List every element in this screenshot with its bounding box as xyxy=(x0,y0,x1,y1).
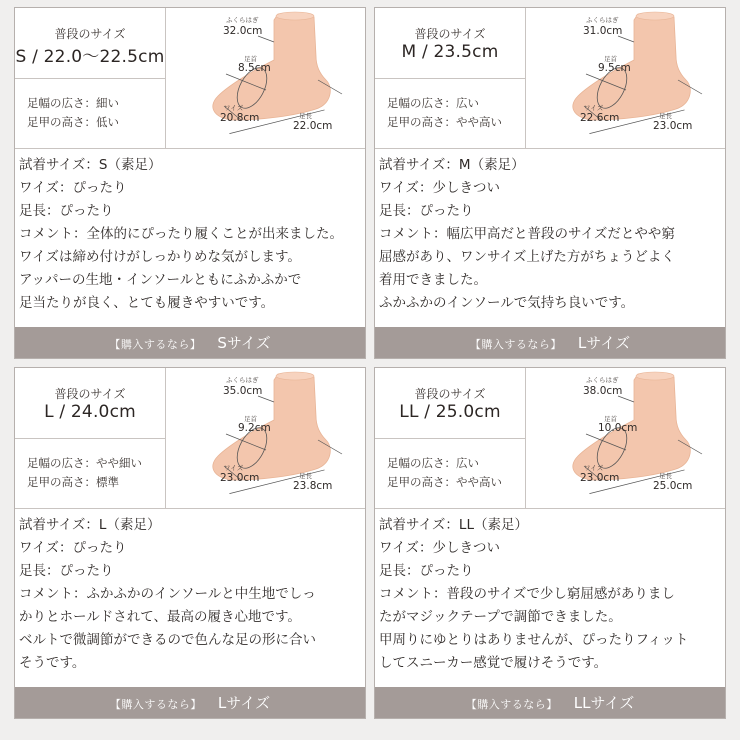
foot-attributes xyxy=(387,94,502,132)
usual-size-box xyxy=(375,8,525,79)
review-line: コメント：幅広甲高だと普段のサイズだとやや窮 xyxy=(379,226,675,242)
review-line: 屈感があり、ワンサイズ上げた方がちょうどよく xyxy=(379,249,675,265)
recommended-size: Sサイズ xyxy=(217,334,271,352)
length-label: 足長 xyxy=(299,112,312,120)
review-line: ワイズ：少しきつい xyxy=(379,180,500,196)
review-line: 甲周りにゆとりはありませんが、ぴったりフィット xyxy=(379,632,689,648)
review-text xyxy=(15,509,365,687)
review-line: コメント：全体的にぴったり履くことが出来ました。 xyxy=(19,226,343,242)
length-label: 足長 xyxy=(659,112,672,120)
ankle-label: 足首 xyxy=(244,55,257,63)
wise-measure: 20.8cm xyxy=(220,112,260,124)
review-line: 着用できました。 xyxy=(379,272,487,288)
usual-size-label: 普段のサイズ xyxy=(414,387,486,401)
foot-illustration-icon xyxy=(526,368,725,508)
calf-label: ふくらはぎ xyxy=(226,376,259,384)
foot-diagram xyxy=(166,368,365,508)
review-line: コメント：普段のサイズで少し窮屈感がありまし xyxy=(379,586,675,602)
card-top xyxy=(15,8,365,149)
banner-prefix: 【購入するなら】 xyxy=(465,698,558,711)
size-card-l xyxy=(14,367,366,719)
usual-size-label: 普段のサイズ xyxy=(414,27,486,41)
ankle-label: 足首 xyxy=(604,415,617,423)
card-top xyxy=(375,8,725,149)
ankle-measure: 8.5cm xyxy=(238,62,271,74)
calf-measure: 35.0cm xyxy=(223,385,263,397)
calf-measure: 32.0cm xyxy=(223,25,263,37)
foot-attributes xyxy=(27,454,142,492)
wise-label: ワイズ xyxy=(584,104,604,112)
length-label: 足長 xyxy=(299,472,312,480)
review-line: 試着サイズ：M（素足） xyxy=(379,157,525,173)
calf-measure: 38.0cm xyxy=(583,385,623,397)
calf-label: ふくらはぎ xyxy=(226,16,259,24)
card-top xyxy=(375,368,725,509)
foot-diagram xyxy=(166,8,365,148)
length-label: 足長 xyxy=(659,472,672,480)
usual-size-box xyxy=(15,8,165,79)
review-text xyxy=(375,149,725,327)
size-card-ll xyxy=(374,367,726,719)
user-info xyxy=(15,8,166,148)
banner-prefix: 【購入するなら】 xyxy=(109,338,202,351)
wise-label: ワイズ xyxy=(584,464,604,472)
review-line: 足長：ぴったり xyxy=(379,203,474,219)
calf-label: ふくらはぎ xyxy=(586,376,619,384)
review-line: 足当たりが良く、とても履きやすいです。 xyxy=(19,295,275,311)
ankle-label: 足首 xyxy=(244,415,257,423)
card-top xyxy=(15,368,365,509)
review-line: アッパーの生地・インソールともにふかふかで xyxy=(19,272,302,288)
size-card-s xyxy=(14,7,366,359)
usual-size-value: S / 22.0〜22.5cm xyxy=(15,47,165,67)
review-line: ワイズ：ぴったり xyxy=(19,180,127,196)
review-line: ベルトで微調節ができるので色んな足の形に合い xyxy=(19,632,316,648)
banner-prefix: 【購入するなら】 xyxy=(469,338,562,351)
wise-measure: 23.0cm xyxy=(580,472,620,484)
review-line: 足長：ぴったり xyxy=(379,563,474,579)
foot-diagram xyxy=(526,368,725,508)
review-line: かりとホールドされて、最高の履き心地です。 xyxy=(19,609,301,625)
usual-size-label: 普段のサイズ xyxy=(54,27,126,41)
foot-width-attr: 足幅の広さ：広い xyxy=(387,96,479,110)
review-line: 足長：ぴったり xyxy=(19,203,114,219)
review-line: 試着サイズ：LL（素足） xyxy=(379,517,528,533)
foot-illustration-icon xyxy=(526,8,725,148)
usual-size-value: L / 24.0cm xyxy=(44,402,136,422)
foot-illustration-icon xyxy=(166,368,365,508)
banner-prefix: 【購入するなら】 xyxy=(109,698,202,711)
review-line: してスニーカー感覚で履けそうです。 xyxy=(379,655,608,671)
foot-attributes xyxy=(387,454,502,492)
instep-height-attr: 足甲の高さ：低い xyxy=(27,115,119,129)
review-text xyxy=(15,149,365,327)
foot-width-attr: 足幅の広さ：やや細い xyxy=(27,456,142,470)
recommendation-banner xyxy=(15,327,365,358)
instep-height-attr: 足甲の高さ：標準 xyxy=(27,475,119,489)
wise-measure: 22.6cm xyxy=(580,112,620,124)
length-measure: 23.0cm xyxy=(653,120,693,132)
wise-label: ワイズ xyxy=(224,464,244,472)
recommended-size: LLサイズ xyxy=(573,694,635,712)
review-line: 試着サイズ：L（素足） xyxy=(19,517,161,533)
review-line: 足長：ぴったり xyxy=(19,563,114,579)
length-measure: 22.0cm xyxy=(293,120,333,132)
review-line: ワイズは締め付けがしっかりめな気がします。 xyxy=(19,249,301,265)
instep-height-attr: 足甲の高さ：やや高い xyxy=(387,115,502,129)
wise-measure: 23.0cm xyxy=(220,472,260,484)
user-info xyxy=(375,368,526,508)
foot-width-attr: 足幅の広さ：広い xyxy=(387,456,479,470)
review-text xyxy=(375,509,725,687)
length-measure: 25.0cm xyxy=(653,480,693,492)
review-line: コメント：ふかふかのインソールと中生地でしっ xyxy=(19,586,316,602)
calf-measure: 31.0cm xyxy=(583,25,623,37)
usual-size-box xyxy=(15,368,165,439)
recommendation-banner xyxy=(15,687,365,718)
foot-diagram xyxy=(526,8,725,148)
usual-size-box xyxy=(375,368,525,439)
recommendation-banner xyxy=(375,327,725,358)
recommendation-banner xyxy=(375,687,725,718)
ankle-measure: 9.2cm xyxy=(238,422,271,434)
review-line: たがマジックテープで調節できました。 xyxy=(379,609,622,625)
usual-size-value: LL / 25.0cm xyxy=(399,402,501,422)
foot-illustration-icon xyxy=(166,8,365,148)
usual-size-label: 普段のサイズ xyxy=(54,387,126,401)
usual-size-value: M / 23.5cm xyxy=(401,42,499,62)
recommended-size: Lサイズ xyxy=(577,334,631,352)
size-card-m xyxy=(374,7,726,359)
instep-height-attr: 足甲の高さ：やや高い xyxy=(387,475,502,489)
foot-width-attr: 足幅の広さ：細い xyxy=(27,96,119,110)
review-line: ふかふかのインソールで気持ち良いです。 xyxy=(379,295,635,311)
foot-attributes xyxy=(27,94,119,132)
recommended-size: Lサイズ xyxy=(217,694,271,712)
review-line: そうです。 xyxy=(19,655,86,671)
user-info xyxy=(15,368,166,508)
length-measure: 23.8cm xyxy=(293,480,333,492)
review-line: ワイズ：ぴったり xyxy=(19,540,127,556)
ankle-label: 足首 xyxy=(604,55,617,63)
review-line: ワイズ：少しきつい xyxy=(379,540,500,556)
ankle-measure: 10.0cm xyxy=(598,422,638,434)
calf-label: ふくらはぎ xyxy=(586,16,619,24)
ankle-measure: 9.5cm xyxy=(598,62,631,74)
user-info xyxy=(375,8,526,148)
wise-label: ワイズ xyxy=(224,104,244,112)
review-line: 試着サイズ：S（素足） xyxy=(19,157,162,173)
